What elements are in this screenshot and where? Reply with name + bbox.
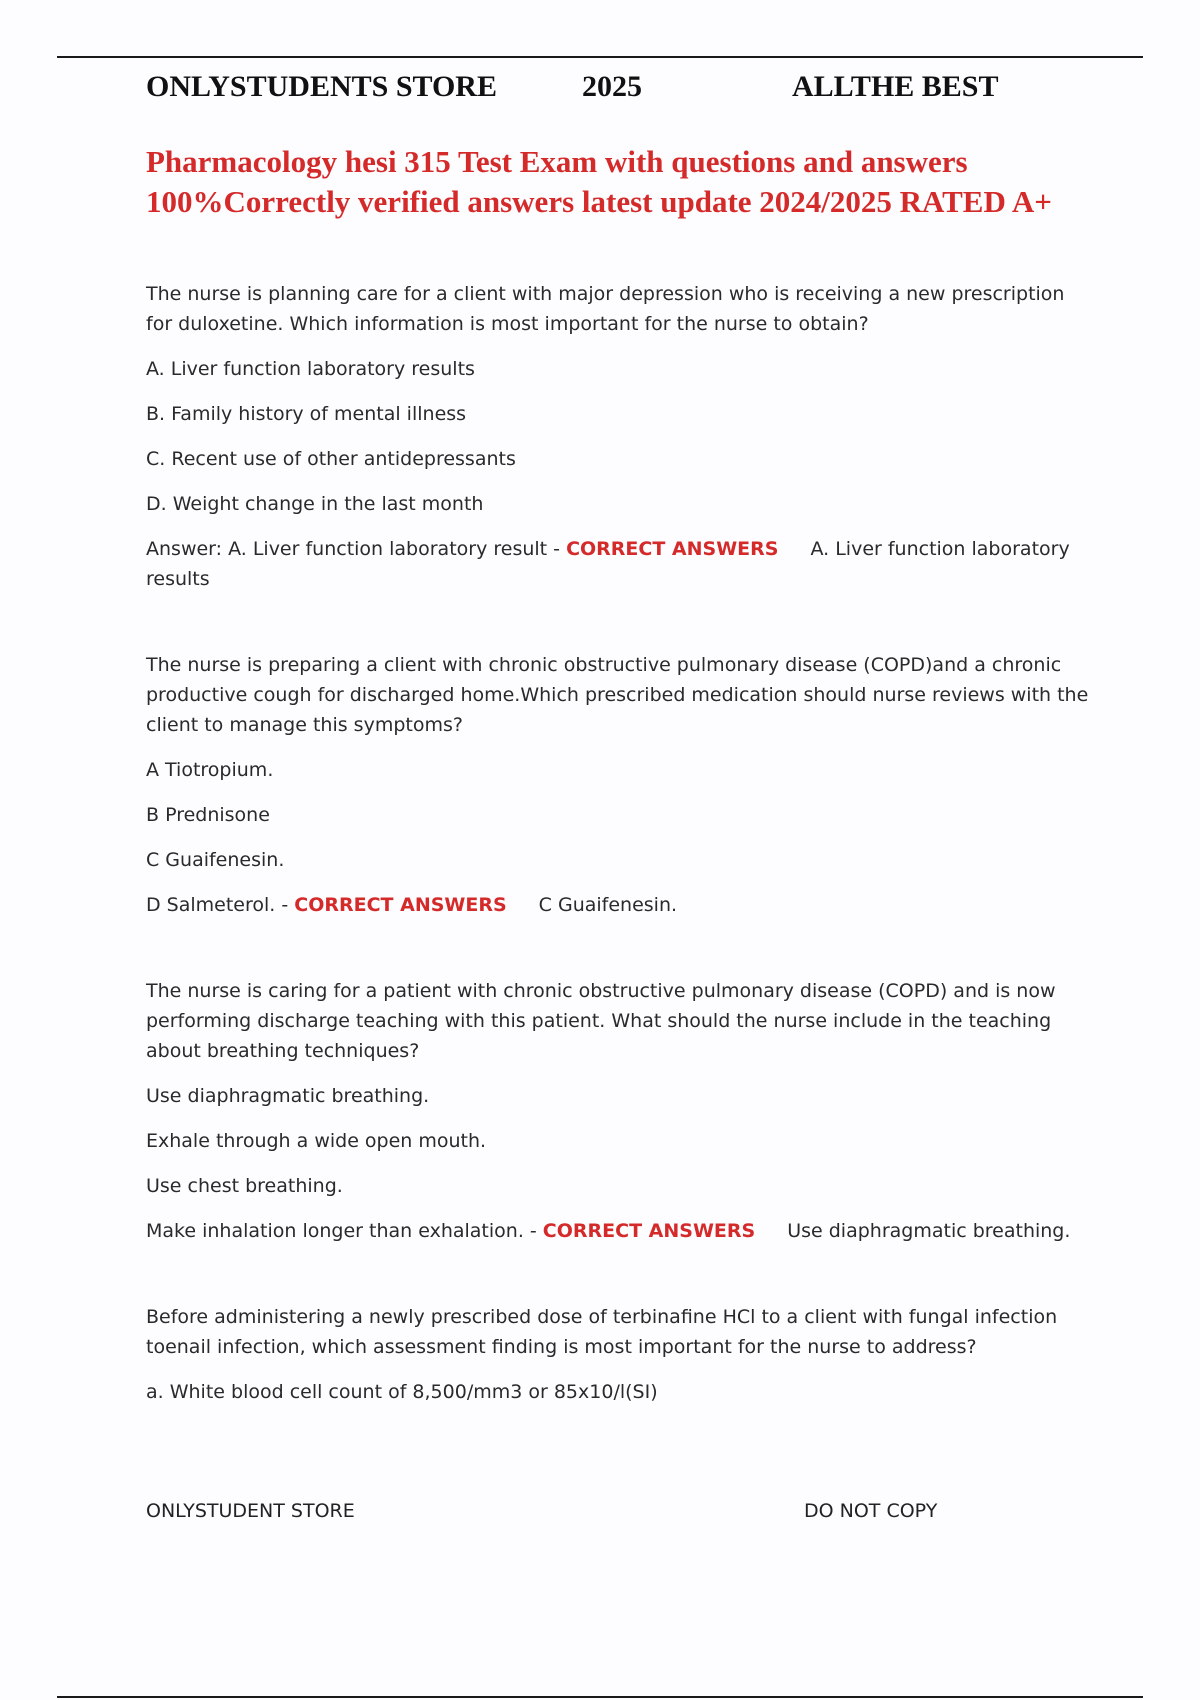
page-footer — [146, 1500, 1046, 1530]
question-text: The nurse is planning care for a client with major depression who is receiving a new prescription for duloxetine. Which information is most important for the nurse to obtain? — [146, 283, 1065, 335]
header-year: 2025 — [582, 70, 642, 103]
answer-option: A. Liver function laboratory results — [146, 358, 475, 380]
correct-answer: Use diaphragmatic breathing. — [787, 1220, 1071, 1242]
answer-line — [146, 1216, 1096, 1246]
answer-line — [146, 534, 1096, 594]
question-block — [146, 976, 1096, 1246]
answer-prefix: Make inhalation longer than exhalation. - — [146, 1220, 543, 1242]
page-header — [146, 70, 1146, 110]
answer-option: a. White blood cell count of 8,500/mm3 or 85x10/l(SI) — [146, 1381, 658, 1403]
correct-answers-label: CORRECT ANSWERS — [542, 1220, 756, 1242]
answer-prefix: D Salmeterol. - — [146, 894, 295, 916]
question-list — [146, 279, 1096, 1422]
answer-option: B. Family history of mental illness — [146, 403, 467, 425]
bottom-rule — [57, 1696, 1143, 1698]
correct-answer: C Guaifenesin. — [538, 894, 678, 916]
question-text: The nurse is preparing a client with chronic obstructive pulmonary disease (COPD)and a chronic productive cough for discharged home.Which prescribed medication should nurse reviews with the client to manage this symptoms? — [146, 654, 1089, 736]
answer-option: Exhale through a wide open mouth. — [146, 1130, 487, 1152]
question-text: The nurse is caring for a patient with chronic obstructive pulmonary disease (COPD) and is now performing discharge teaching with this patient. What should the nurse include in the teaching about breathing techniques? — [146, 980, 1056, 1062]
footer-store-name: ONLYSTUDENT STORE — [146, 1500, 355, 1522]
top-rule — [57, 56, 1143, 58]
question-block — [146, 650, 1096, 920]
header-tagline: ALLTHE BEST — [792, 70, 999, 103]
answer-option: B Prednisone — [146, 804, 270, 826]
answer-option: Use chest breathing. — [146, 1175, 343, 1197]
correct-answer: A. Liver function laboratory results — [146, 538, 1070, 590]
footer-notice: DO NOT COPY — [804, 1500, 938, 1522]
answer-prefix: Answer: A. Liver function laboratory result - — [146, 538, 567, 560]
question-text: Before administering a newly prescribed dose of terbinafine HCl to a client with fungal infection toenail infection, which assessment finding is most important for the nurse to address? — [146, 1306, 1058, 1358]
correct-answers-label: CORRECT ANSWERS — [566, 538, 779, 560]
answer-option: C. Recent use of other antidepressants — [146, 448, 516, 470]
answer-option: A Tiotropium. — [146, 759, 274, 781]
header-store-name: ONLYSTUDENTS STORE — [146, 70, 497, 103]
document-title: Pharmacology hesi 315 Test Exam with questions and answers 100%Correctly verified answers latest update 2024/2025 RATED A+ — [146, 144, 1052, 219]
answer-option: C Guaifenesin. — [146, 849, 285, 871]
question-block — [146, 1302, 1096, 1407]
answer-option: D. Weight change in the last month — [146, 493, 484, 515]
correct-answers-label: CORRECT ANSWERS — [294, 894, 507, 916]
answer-option: Use diaphragmatic breathing. — [146, 1085, 430, 1107]
answer-line — [146, 890, 1096, 920]
question-block — [146, 279, 1096, 594]
